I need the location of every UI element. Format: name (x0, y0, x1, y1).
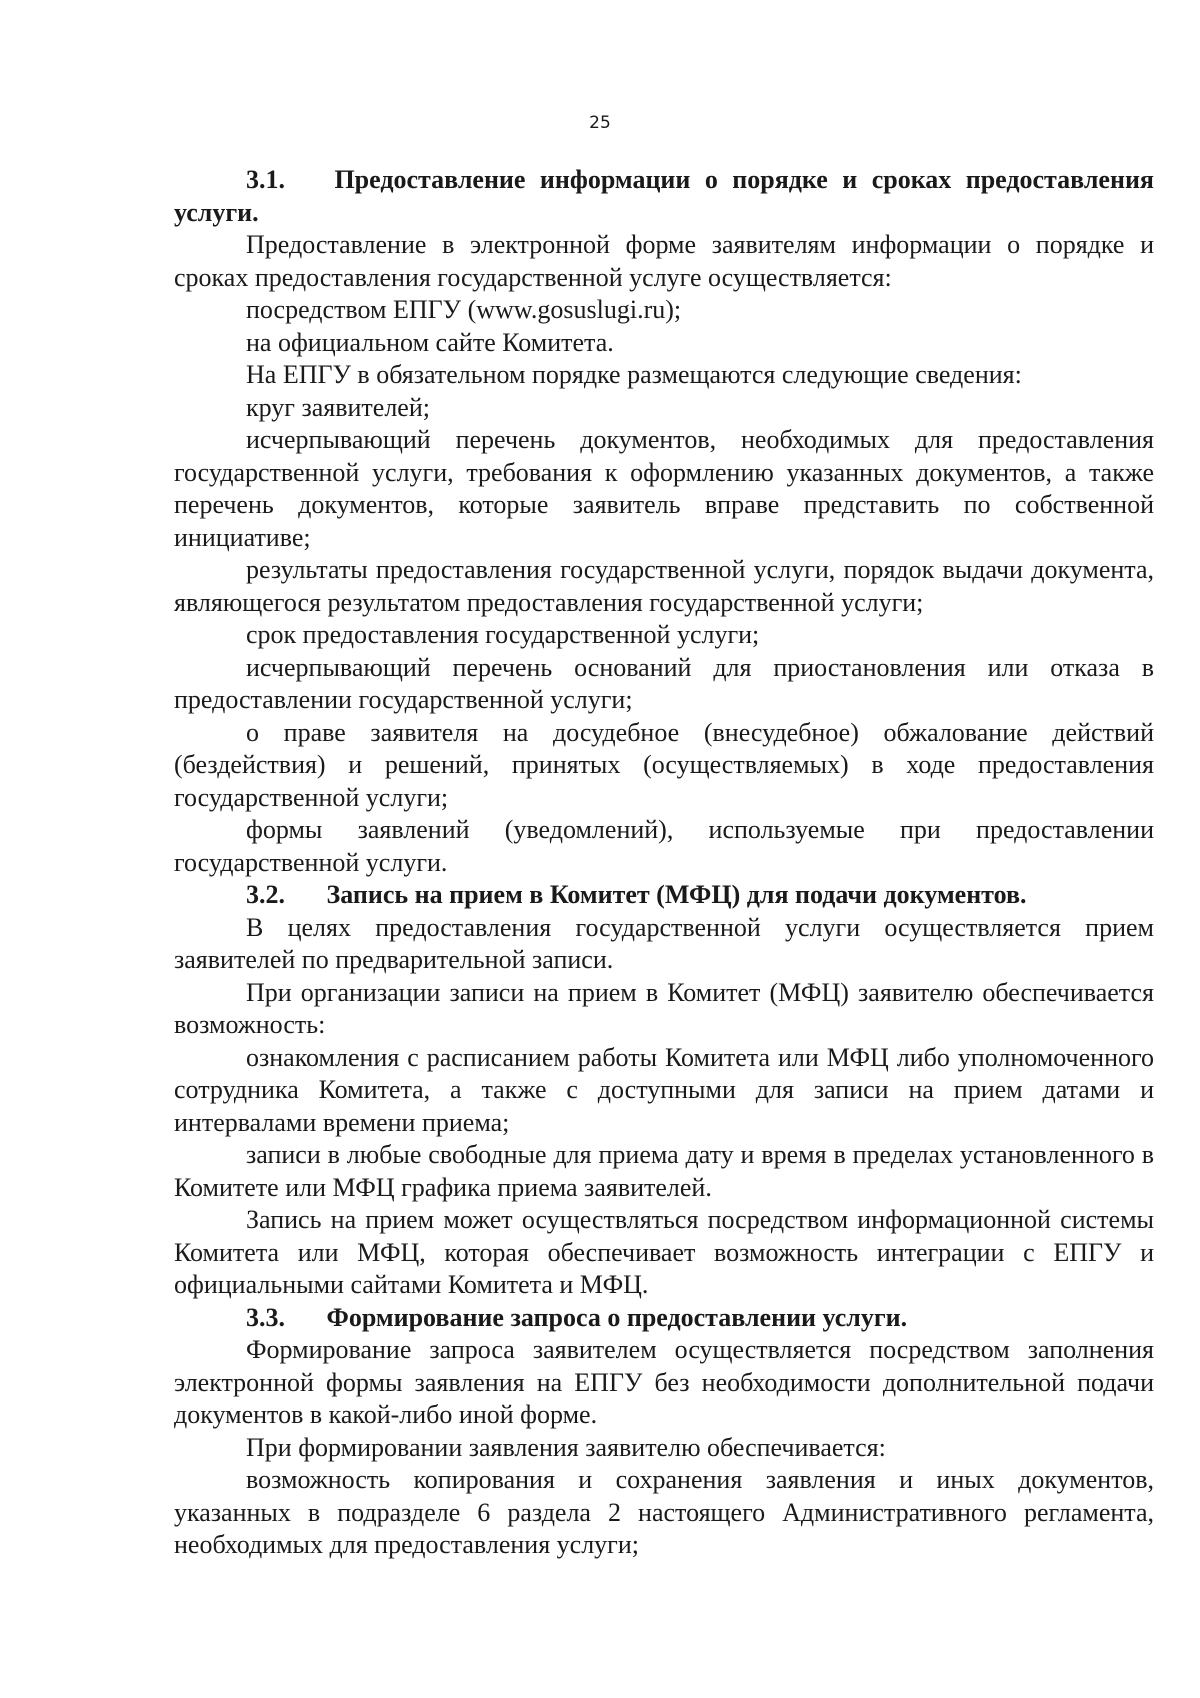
paragraph: При организации записи на прием в Комитет (МФЦ) заявителю обеспечивается возможность: (174, 977, 1154, 1039)
paragraph: записи в любые свободные для приема дату и время в пределах установленного в Комитете или МФЦ графика приема заявителей. (174, 1140, 1154, 1202)
paragraph: ознакомления с расписанием работы Комитета или МФЦ либо уполномоченного сотрудника Комитета, а также с доступными для записи на прием датами и интервалами времени приема; (174, 1042, 1154, 1137)
paragraph: возможность копирования и сохранения заявления и иных документов, указанных в подразделе 6 раздела 2 настоящего Административного регламента, необходимых для предоставления услуги; (174, 1465, 1154, 1559)
page-number: 25 (589, 113, 611, 133)
paragraph: При формировании заявления заявителю обеспечивается: (246, 1432, 886, 1462)
paragraph: исчерпывающий перечень оснований для приостановления или отказа в предоставлении государственной услуги; (174, 652, 1154, 714)
section-title: Запись на прием в Комитет (МФЦ) для подачи документов. (326, 880, 1027, 909)
paragraph: Формирование запроса заявителем осуществляется посредством заполнения электронной формы заявления на ЕПГУ без необходимости дополнительной подачи документов в какой-либо иной форме. (174, 1335, 1154, 1429)
paragraph: формы заявлений (уведомлений), используемые при предоставлении государственной услуги. (174, 815, 1154, 877)
paragraph: круг заявителей; (246, 392, 430, 422)
paragraph: о праве заявителя на досудебное (внесудебное) обжалование действий (бездействия) и решений, принятых (осуществляемых) в ходе предоставления государственной услуги; (174, 717, 1154, 812)
section-number: 3.3. (246, 1302, 285, 1332)
paragraph: результаты предоставления государственной услуги, порядок выдачи документа, являющегося результатом предоставления государственной услуги; (174, 555, 1154, 617)
section-heading-3-1 (174, 164, 1154, 229)
paragraph: В целях предоставления государственной услуги осуществляется прием заявителей по предварительной записи. (174, 912, 1154, 974)
document-body (174, 164, 1154, 1562)
paragraph: срок предоставления государственной услуги; (246, 620, 760, 649)
paragraph: на официальном сайте Комитета. (246, 327, 614, 357)
section-heading-3-3 (174, 1302, 1154, 1335)
paragraph: исчерпывающий перечень документов, необходимых для предоставления государственной услуги, требования к оформлению указанных документов, а также перечень документов, которые заявитель вправе представить по собственной инициативе; (174, 425, 1154, 552)
paragraph: Запись на прием может осуществляться посредством информационной системы Комитета или МФЦ, которая обеспечивает возможность интеграции с ЕПГУ и официальными сайтами Комитета и МФЦ. (174, 1205, 1154, 1299)
paragraph: На ЕПГУ в обязательном порядке размещаются следующие сведения: (246, 360, 1022, 389)
section-number: 3.2. (246, 880, 285, 909)
section-heading-3-2 (174, 879, 1154, 912)
paragraph: посредством ЕПГУ (www.gosuslugi.ru); (246, 295, 682, 324)
section-title: Предоставление информации о порядке и сроках предоставления услуги. (174, 165, 1154, 227)
section-number: 3.1. (246, 165, 285, 194)
section-title: Формирование запроса о предоставлении услуги. (326, 1302, 908, 1332)
paragraph: Предоставление в электронной форме заявителям информации о порядке и сроках предоставления государственной услуге осуществляется: (174, 230, 1154, 292)
